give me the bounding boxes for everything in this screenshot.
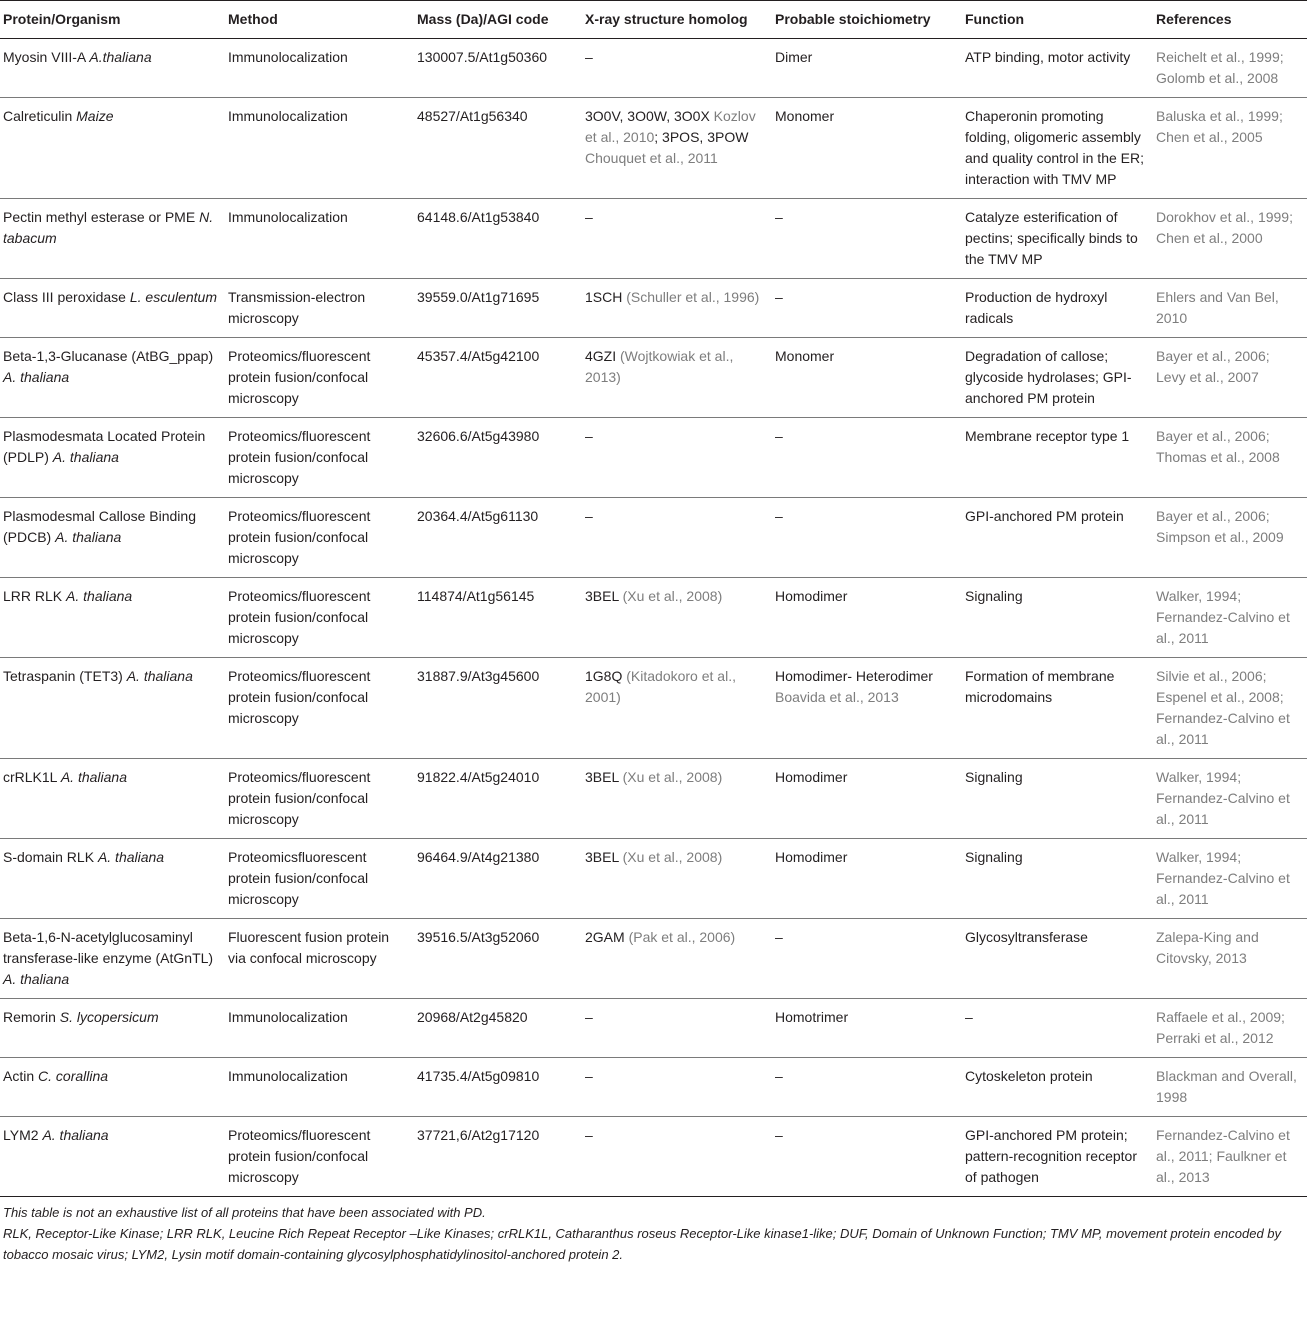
cell-mass-agi-code: 31887.9/At3g45600 [414,658,582,759]
cell-protein-organism [0,199,225,279]
organism-name: S. lycopersicum [59,1009,159,1025]
protein-name: Remorin [3,1009,60,1025]
cell-stoichiometry [772,279,962,338]
cell-xray-homolog [582,418,772,498]
header-method: Method [225,1,414,39]
xray-structure-id: 1SCH [585,289,627,305]
xray-structure-id: – [585,1009,593,1025]
table-footnotes [0,1197,1307,1265]
table-row [0,839,1307,919]
protein-name: Beta-1,6-N-acetylglucosaminyl transferase-like enzyme (AtGnTL) [3,929,214,966]
stoichiometry-value: – [775,1127,783,1143]
cell-function: Chaperonin promoting folding, oligomeric assembly and quality control in the ER; interaction with TMV MP [962,98,1153,199]
cell-method: Immunolocalization [225,999,414,1058]
cell-function: Glycosyltransferase [962,919,1153,999]
table-row [0,999,1307,1058]
protein-name: LRR RLK [3,588,67,604]
protein-name: Myosin VIII-A [3,49,90,65]
cell-xray-homolog [582,919,772,999]
cell-function: GPI-anchored PM protein; pattern-recognition receptor of pathogen [962,1117,1153,1197]
cell-mass-agi-code: 37721,6/At2g17120 [414,1117,582,1197]
table-body [0,39,1307,1197]
xray-structure-id: 1G8Q [585,668,627,684]
cell-stoichiometry [772,919,962,999]
cell-protein-organism [0,98,225,199]
cell-mass-agi-code: 64148.6/At1g53840 [414,199,582,279]
cell-references: Silvie et al., 2006; Espenel et al., 2008; Fernandez-Calvino et al., 2011 [1153,658,1307,759]
cell-references: Raffaele et al., 2009; Perraki et al., 2012 [1153,999,1307,1058]
cell-function: Formation of membrane microdomains [962,658,1153,759]
cell-references: Walker, 1994; Fernandez-Calvino et al., 2011 [1153,759,1307,839]
cell-references: Bayer et al., 2006; Thomas et al., 2008 [1153,418,1307,498]
cell-stoichiometry [772,1058,962,1117]
protein-name: crRLK1L [3,769,61,785]
organism-name: Maize [76,108,114,124]
cell-xray-homolog [582,98,772,199]
header-protein-organism: Protein/Organism [0,1,225,39]
xray-structure-id: 3BEL [585,588,623,604]
xray-structure-id: – [585,1127,593,1143]
cell-xray-homolog [582,279,772,338]
protein-name: S-domain RLK [3,849,98,865]
cell-protein-organism [0,999,225,1058]
cell-xray-homolog [582,658,772,759]
cell-references: Walker, 1994; Fernandez-Calvino et al., 2011 [1153,839,1307,919]
stoichiometry-value: – [775,209,783,225]
cell-protein-organism [0,1058,225,1117]
cell-xray-homolog [582,839,772,919]
cell-references: Bayer et al., 2006; Simpson et al., 2009 [1153,498,1307,578]
organism-name: A. thaliana [52,449,119,465]
cell-mass-agi-code: 20968/At2g45820 [414,999,582,1058]
xray-reference: (Xu et al., 2008) [622,849,723,865]
cell-mass-agi-code: 41735.4/At5g09810 [414,1058,582,1117]
cell-protein-organism [0,498,225,578]
cell-xray-homolog [582,498,772,578]
cell-references: Ehlers and Van Bel, 2010 [1153,279,1307,338]
cell-protein-organism [0,279,225,338]
cell-mass-agi-code: 32606.6/At5g43980 [414,418,582,498]
footnote-abbreviations: RLK, Receptor-Like Kinase; LRR RLK, Leucine Rich Repeat Receptor –Like Kinases; crRLK1L, Catharanthus roseus Receptor-Like kinase1-like; DUF, Domain of Unknown Function; TMV MP, movement protein encoded by tobacco mosaic virus; LYM2, Lysin motif domain-containing glycosylphosphatidylinositol-anchored protein 2. [3,1226,1282,1262]
stoichiometry-value: – [775,929,783,945]
protein-name: Plasmodesmal Callose Binding (PDCB) [3,508,196,545]
cell-xray-homolog [582,199,772,279]
cell-stoichiometry [772,338,962,418]
cell-method: Proteomics/fluorescent protein fusion/confocal microscopy [225,498,414,578]
cell-method: Immunolocalization [225,98,414,199]
protein-name: Calreticulin [3,108,77,124]
header-function: Function [962,1,1153,39]
table-header [0,1,1307,39]
stoichiometry-value: Dimer [775,49,813,65]
cell-references: Zalepa-King and Citovsky, 2013 [1153,919,1307,999]
xray-structure-id: 3BEL [585,769,623,785]
cell-references: Fernandez-Calvino et al., 2011; Faulkner et al., 2013 [1153,1117,1307,1197]
table-row [0,759,1307,839]
protein-name: Actin [3,1068,39,1084]
cell-protein-organism [0,839,225,919]
cell-method: Proteomics/fluorescent protein fusion/confocal microscopy [225,1117,414,1197]
header-row [0,1,1307,39]
header-references: References [1153,1,1307,39]
xray-reference: (Schuller et al., 1996) [626,289,760,305]
cell-references: Baluska et al., 1999; Chen et al., 2005 [1153,98,1307,199]
stoichiometry-value: – [775,1068,783,1084]
cell-protein-organism [0,418,225,498]
organism-name: A. thaliana [126,668,193,684]
xray-structure-id: 4GZI [585,348,621,364]
protein-name: Beta-1,3-Glucanase (AtBG_ppap) [3,348,214,364]
cell-method: Immunolocalization [225,39,414,98]
cell-references: Reichelt et al., 1999; Golomb et al., 2008 [1153,39,1307,98]
stoichiometry-value: Monomer [775,108,835,124]
xray-structure-id: 3BEL [585,849,623,865]
cell-xray-homolog [582,759,772,839]
xray-structure-id: – [585,49,593,65]
cell-method: Proteomics/fluorescent protein fusion/confocal microscopy [225,578,414,658]
header-xray-structure-homolog: X-ray structure homolog [582,1,772,39]
cell-mass-agi-code: 96464.9/At4g21380 [414,839,582,919]
cell-method: Proteomicsfluorescent protein fusion/confocal microscopy [225,839,414,919]
footnote-scope: This table is not an exhaustive list of all proteins that have been associated with PD. [3,1205,486,1220]
cell-protein-organism [0,658,225,759]
organism-name: L. esculentum [129,289,218,305]
cell-mass-agi-code: 39516.5/At3g52060 [414,919,582,999]
xray-structure-id: 2GAM [585,929,629,945]
protein-name: Plasmodesmata Located Protein (PDLP) [3,428,206,465]
cell-mass-agi-code: 130007.5/At1g50360 [414,39,582,98]
cell-mass-agi-code: 39559.0/At1g71695 [414,279,582,338]
xray-reference: (Wojtkowiak et al., 2013) [585,348,734,385]
xray-structure-id: ; 3POS, 3POW [654,129,749,145]
cell-method: Immunolocalization [225,1058,414,1117]
xray-structure-id: – [585,508,593,524]
protein-name: LYM2 [3,1127,43,1143]
cell-method: Immunolocalization [225,199,414,279]
cell-stoichiometry [772,759,962,839]
xray-reference: (Kitadokoro et al., 2001) [585,668,736,705]
cell-function: Production de hydroxyl radicals [962,279,1153,338]
xray-reference: (Xu et al., 2008) [622,769,723,785]
cell-mass-agi-code: 114874/At1g56145 [414,578,582,658]
cell-xray-homolog [582,338,772,418]
cell-method: Fluorescent fusion protein via confocal microscopy [225,919,414,999]
cell-protein-organism [0,338,225,418]
cell-protein-organism [0,919,225,999]
table-row [0,658,1307,759]
cell-stoichiometry [772,839,962,919]
cell-function: Catalyze esterification of pectins; specifically binds to the TMV MP [962,199,1153,279]
organism-name: C. corallina [38,1068,109,1084]
cell-method: Proteomics/fluorescent protein fusion/confocal microscopy [225,338,414,418]
cell-references: Bayer et al., 2006; Levy et al., 2007 [1153,338,1307,418]
table-row [0,418,1307,498]
organism-name: A. thaliana [97,849,165,865]
xray-structure-id: – [585,1068,593,1084]
organism-name: A. thaliana [3,971,70,987]
stoichiometry-value: Homodimer [775,769,848,785]
xray-reference: Kozlov et al., 2010 [585,108,756,145]
cell-xray-homolog [582,1117,772,1197]
organism-name: A. thaliana [60,769,128,785]
table-row [0,279,1307,338]
cell-stoichiometry [772,39,962,98]
xray-structure-id: – [585,209,593,225]
cell-method: Proteomics/fluorescent protein fusion/confocal microscopy [225,759,414,839]
cell-method: Transmission-electron microscopy [225,279,414,338]
table-row [0,338,1307,418]
cell-stoichiometry [772,1117,962,1197]
stoichiometry-value: – [775,508,783,524]
cell-function: Signaling [962,578,1153,658]
header-mass-agi-code: Mass (Da)/AGI code [414,1,582,39]
cell-protein-organism [0,578,225,658]
table-row [0,1117,1307,1197]
cell-references: Blackman and Overall, 1998 [1153,1058,1307,1117]
stoichiometry-reference: Boavida et al., 2013 [775,689,899,705]
stoichiometry-value: Monomer [775,348,835,364]
table-row [0,919,1307,999]
table-row [0,498,1307,578]
cell-stoichiometry [772,658,962,759]
stoichiometry-value: Homotrimer [775,1009,849,1025]
cell-mass-agi-code: 20364.4/At5g61130 [414,498,582,578]
cell-function: Degradation of callose; glycoside hydrolases; GPI-anchored PM protein [962,338,1153,418]
cell-function: Cytoskeleton protein [962,1058,1153,1117]
organism-name: A. thaliana [3,369,70,385]
cell-xray-homolog [582,1058,772,1117]
cell-references: Dorokhov et al., 1999; Chen et al., 2000 [1153,199,1307,279]
table-row [0,98,1307,199]
table-row [0,1058,1307,1117]
header-probable-stoichiometry: Probable stoichiometry [772,1,962,39]
cell-xray-homolog [582,39,772,98]
xray-reference: (Xu et al., 2008) [622,588,723,604]
stoichiometry-value: – [775,428,783,444]
cell-stoichiometry [772,578,962,658]
organism-name: A. thaliana [66,588,133,604]
cell-stoichiometry [772,498,962,578]
table-row [0,39,1307,98]
cell-function: Signaling [962,759,1153,839]
stoichiometry-value: Homodimer [775,849,848,865]
cell-function: – [962,999,1153,1058]
organism-name: A. thaliana [42,1127,109,1143]
cell-references: Walker, 1994; Fernandez-Calvino et al., 2011 [1153,578,1307,658]
table-row [0,199,1307,279]
cell-mass-agi-code: 48527/At1g56340 [414,98,582,199]
cell-xray-homolog [582,999,772,1058]
cell-protein-organism [0,759,225,839]
xray-structure-id: – [585,428,593,444]
xray-reference: Chouquet et al., 2011 [585,150,718,166]
organism-name: N. tabacum [3,209,214,246]
protein-name: Pectin methyl esterase or PME [3,209,200,225]
cell-xray-homolog [582,578,772,658]
cell-stoichiometry [772,98,962,199]
protein-name: Tetraspanin (TET3) [3,668,127,684]
cell-method: Proteomics/fluorescent protein fusion/confocal microscopy [225,418,414,498]
xray-reference: (Pak et al., 2006) [628,929,736,945]
xray-structure-id: 3O0V, 3O0W, 3O0X [585,108,714,124]
cell-stoichiometry [772,418,962,498]
cell-function: Membrane receptor type 1 [962,418,1153,498]
cell-method: Proteomics/fluorescent protein fusion/confocal microscopy [225,658,414,759]
protein-name: Class III peroxidase [3,289,130,305]
cell-function: Signaling [962,839,1153,919]
cell-mass-agi-code: 45357.4/At5g42100 [414,338,582,418]
organism-name: A. thaliana [55,529,122,545]
stoichiometry-value: Homodimer [775,588,848,604]
cell-function: ATP binding, motor activity [962,39,1153,98]
cell-function: GPI-anchored PM protein [962,498,1153,578]
cell-stoichiometry [772,199,962,279]
cell-stoichiometry [772,999,962,1058]
organism-name: A.thaliana [89,49,152,65]
cell-protein-organism [0,39,225,98]
cell-mass-agi-code: 91822.4/At5g24010 [414,759,582,839]
stoichiometry-value: – [775,289,783,305]
table-row [0,578,1307,658]
stoichiometry-value: Homodimer- Heterodimer [775,668,933,684]
cell-protein-organism [0,1117,225,1197]
